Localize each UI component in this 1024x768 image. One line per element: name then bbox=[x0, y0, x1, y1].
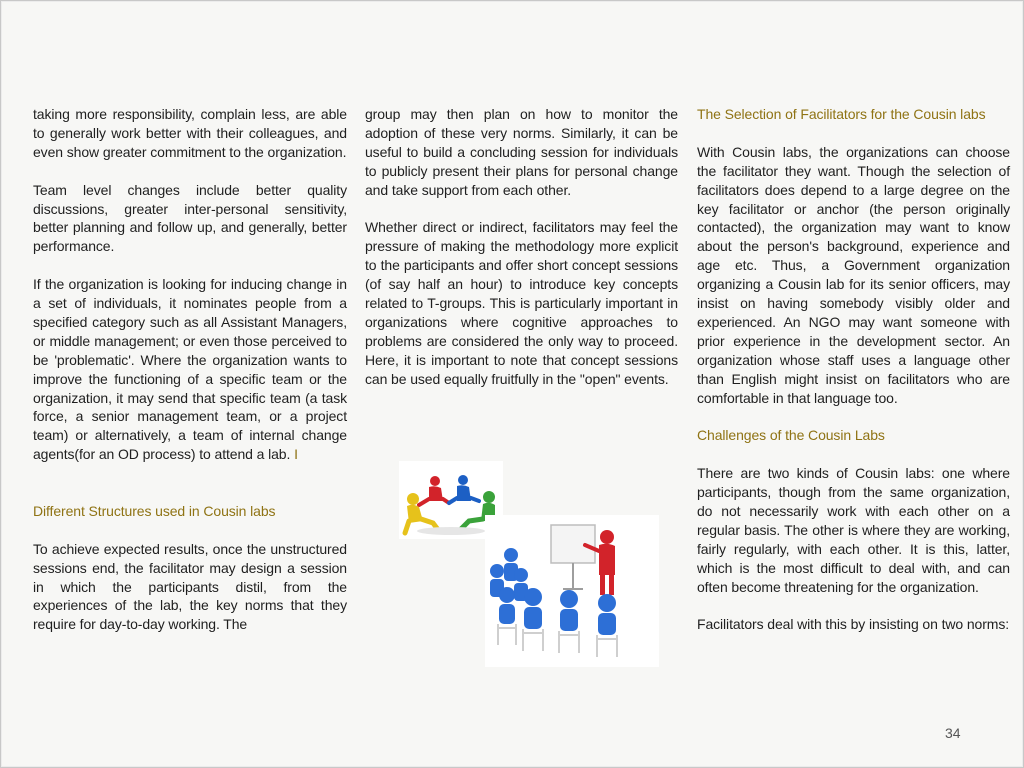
spacer bbox=[33, 483, 347, 502]
paragraph: Whether direct or indirect, facilitators may feel the pressure of making the methodology more explicit to the participants and offer short concept sessions (of say half an hour) to introduce key concepts related to T-groups. This is particularly important in organizations where cognitive approaches to problems are considered the only way to proceed. Here, it is important to note that concept sessions can be used equally fruitfully in the "open" events. bbox=[365, 219, 678, 387]
page-number: 34 bbox=[945, 725, 961, 741]
text-cursor-mark: I bbox=[294, 446, 298, 463]
section-heading-structures: Different Structures used in Cousin labs bbox=[33, 502, 276, 519]
text-column-middle bbox=[365, 105, 678, 389]
section-heading-challenges: Challenges of the Cousin Labs bbox=[697, 427, 885, 444]
paragraph: group may then plan on how to monitor the adoption of these very norms. Similarly, it can be useful to build a concluding session for individuals to publicly present their plans for personal change and take support from each other. bbox=[365, 106, 678, 198]
paragraph: There are two kinds of Cousin labs: one where participants, though from the same organization, do not necessarily work with each other on a regular basis. The other is where they are working, fairly regularly, with each other. It is this, latter, which is the most difficult to deal with, and can often become threatening for the organization. bbox=[697, 465, 1010, 595]
paragraph bbox=[33, 275, 347, 464]
text-column-right bbox=[697, 105, 1010, 634]
text-column-left bbox=[33, 105, 347, 634]
paragraph: taking more responsibility, complain less, are able to generally work better with their colleagues, and even show greater commitment to the organization. bbox=[33, 106, 347, 160]
paragraph: Team level changes include better quality discussions, greater inter-personal sensitivity, better planning and follow up, and generally, better performance. bbox=[33, 181, 347, 255]
section-heading-selection: The Selection of Facilitators for the Cousin labs bbox=[697, 106, 986, 122]
paragraph-text: If the organization is looking for inducing change in a set of individuals, it nominates people from a specified category such as all Assistant Managers, or middle management; or even those perceived to be 'problematic'. Where the organization wants to improve the functioning of a specific team or the organization, it may send that specific team (a task force, a senior management team, or a project team) or alternatively, a team of internal change agents(for an OD process) to attend a lab. bbox=[33, 276, 347, 463]
paragraph: With Cousin labs, the organizations can choose the facilitator they want. Though the selection of facilitators does depend to a large degree on the key facilitator or anchor (the person originally contacted), the organization may want to know about the person's background, experience and age etc. Thus, a Government organization organizing a Cousin lab for its senior officers, may insist on having somebody visibly older and experienced. An NGO may want someone with prior experience in the development sector. An organization whose staff uses a language other than English might insist on facilitators who are comfortable in that language too. bbox=[697, 143, 1010, 406]
paragraph: Facilitators deal with this by insisting on two norms: bbox=[697, 616, 1010, 633]
presentation-class-icon bbox=[485, 515, 659, 667]
paragraph: To achieve expected results, once the unstructured sessions end, the facilitator may design a session in which the participants distil, from the experiences of the lab, the key norms that they require for day-to-day working. The bbox=[33, 540, 347, 633]
